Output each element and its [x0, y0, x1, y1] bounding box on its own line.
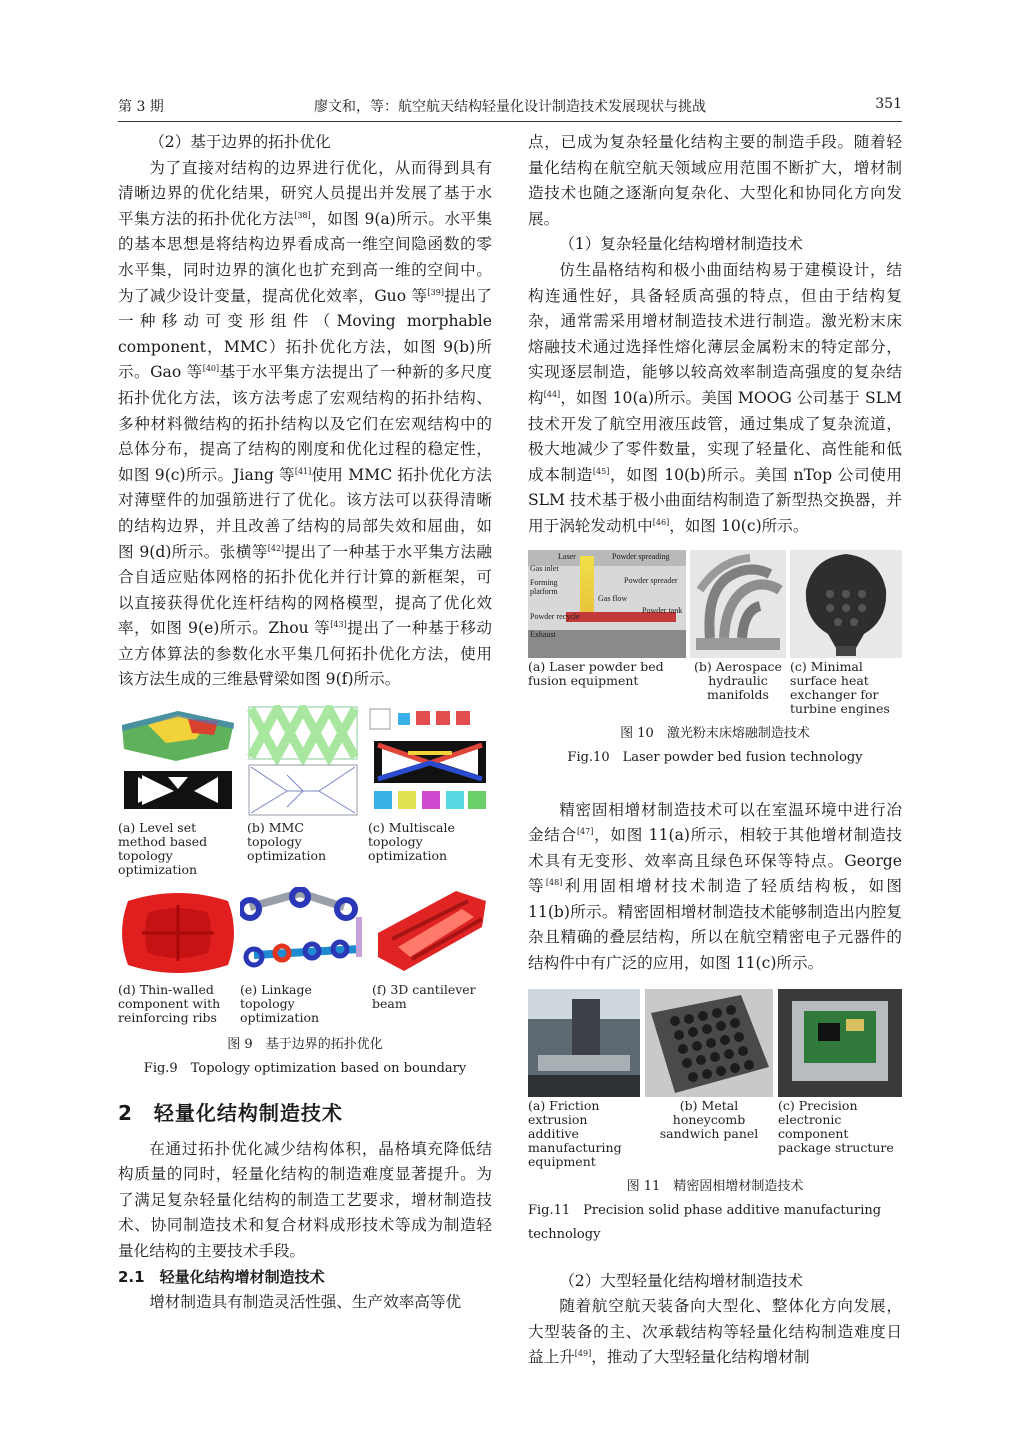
- fig9a-image: [118, 705, 238, 817]
- fig9a-label: (a) Level set method based topology optimization: [118, 820, 208, 878]
- section-heading-2: 2 轻量化结构制造技术: [118, 1101, 343, 1126]
- fig9c-label: (c) Multiscale topology optimization: [368, 820, 455, 864]
- fig9f-label: (f) 3D cantilever beam: [372, 982, 476, 1012]
- paragraph: 仿生晶格结构和极小曲面结构易于建模设计，结构连通性好，具备轻质高强的特点，但由于结构复杂，通常需采用增材制造技术进行制造。激光粉末床熔融技术通过选择性熔化薄层金属粉末的特定部分，实现逐层制造，能够以较高效率制造高强度的复杂结构[44]，如图 10(a)所示。美国 MOOG 公司基于 SLM 技术开发了航空用液压歧管，通过集成了复杂流道，极大地减少了零件数量，实现了轻量化、高性能和低成本制造[45]，如图 10(b)所示。美国 nTop 公司使用 SLM 技术基于极小曲面结构制造了新型热交换器，并用于涡轮发动机中[46]，如图 10(c)所示。: [528, 260, 902, 535]
- citation: [44]: [543, 389, 561, 399]
- fig11-caption-cn: 图 11 精密固相增材制造技术: [626, 1178, 804, 1194]
- fig9b-image: [247, 705, 359, 817]
- citation: [46]: [652, 517, 670, 527]
- section-heading-2-1: 2.1 轻量化结构增材制造技术: [118, 1267, 325, 1286]
- fig10b-image: [690, 550, 786, 658]
- citation: [45]: [592, 466, 610, 476]
- paragraph: 为了直接对结构的边界进行优化，从而得到具有清晰边界的优化结果，研究人员提出并发展了基于水平集方法的拓扑优化方法[38]，如图 9(a)所示。水平集的基本思想是将结构边界看成高一维空间隐函数的零水平集，同时边界的演化也扩充到高一维的空间中。为了减少设计变量，提高优化效率，Guo 等[39]提出了一种移动可变形组件（Moving morphable component，MMC）拓扑优化方法，如图 9(b)所示。Gao 等[40]基于水平集方法提出了一种新的多尺度拓扑优化方法，该方法考虑了宏观结构的拓扑结构、多种材料微结构的拓扑结构以及它们在宏观结构中的总体分布，提高了结构的刚度和优化过程的稳定性，如图 9(c)所示。Jiang 等[41]使用 MMC 拓扑优化方法对薄壁件的加强筋进行了优化。该方法可以获得清晰的结构边界，并且改善了结构的局部失效和屈曲，如图 9(d)所示。张横等[42]提出了一种基于水平集方法融合自适应贴体网格的拓扑优化并行计算的新框架，可以直接获得优化连杆结构的网格模型，提高了优化效率，如图 9(e)所示。Zhou 等[43]提出了一种基于移动立方体算法的参数化水平集几何拓扑优化方法，使用该方法生成的三维悬臂梁如图 9(f)所示。: [118, 158, 492, 689]
- fig10a-label: (a) Laser powder bed fusion equipment: [528, 658, 664, 688]
- subsection-heading: （2）基于边界的拓扑优化: [149, 133, 331, 151]
- figure-9: [118, 705, 492, 1081]
- header-rule: [118, 121, 902, 122]
- figure-11: [528, 989, 902, 1247]
- fig9c-image: [368, 705, 492, 817]
- figure-10: [528, 550, 902, 770]
- paragraph: 精密固相增材制造技术可以在室温环境中进行冶金结合[47]，如图 11(a)所示，相较于其他增材制造技术具有无变形、效率高且绿色环保等特点。George 等[48]利用固相增材技术制造了轻质结构板，如图 11(b)所示。精密固相增材制造技术能够制造出内腔复杂且精确的叠层结构，所以在航空精密电子元器件的结构件中有广泛的应用，如图 11(c)所示。: [528, 800, 902, 973]
- paragraph: 在通过拓扑优化减少结构体积，晶格填充降低结构质量的同时，轻量化结构的制造难度显著提升。为了满足复杂轻量化结构的制造工艺要求，增材制造技术、协同制造技术和复合材料成形技术等成为制造轻量化结构的主要技术手段。: [118, 1139, 492, 1261]
- issue-number: 第 3 期: [118, 99, 164, 115]
- citation: [38]: [294, 210, 311, 220]
- paragraph: 增材制造具有制造灵活性强、生产效率高等优: [149, 1293, 462, 1312]
- fig11c-image: [778, 989, 902, 1097]
- left-column: [118, 130, 492, 1316]
- fig9e-image: [240, 887, 370, 979]
- fig10-caption-cn: 图 10 激光粉末床熔融制造技术: [620, 725, 810, 741]
- paragraph: 点，已成为复杂轻量化结构主要的制造手段。随着轻量化结构在航空航天领域应用范围不断扩大，增材制造技术也随之逐渐向复杂化、大型化和协同化方向发展。: [528, 133, 902, 228]
- citation: [48]: [545, 878, 563, 888]
- citation: [39]: [427, 287, 444, 297]
- fig9d-label: (d) Thin-walled component with reinforcing ribs: [118, 982, 221, 1026]
- fig9d-image: [118, 887, 238, 979]
- fig9e-label: (e) Linkage topology optimization: [240, 982, 320, 1026]
- citation: [40]: [202, 364, 220, 374]
- running-header: [118, 96, 902, 120]
- fig11a-label: (a) Friction extrusion additive manufacturing equipment: [528, 1097, 622, 1169]
- citation: [42]: [267, 543, 285, 553]
- citation: [49]: [574, 1349, 592, 1359]
- fig10c-image: [790, 550, 902, 658]
- right-column: [528, 130, 902, 1371]
- fig9b-label: (b) MMC topology optimization: [247, 820, 327, 864]
- fig10b-label: (b) Aerospace hydraulic manifolds: [694, 658, 782, 702]
- running-title: 廖文和，等：航空航天结构轻量化设计制造技术发展现状与挑战: [314, 99, 706, 115]
- fig11-caption-en: Fig.11 Precision solid phase additive manufacturing technology: [528, 1202, 882, 1242]
- fig11b-label: (b) Metal honeycomb sandwich panel: [659, 1097, 759, 1141]
- subsection-heading: （1）复杂轻量化结构增材制造技术: [559, 235, 804, 254]
- fig11a-image: [528, 989, 640, 1097]
- fig10c-label: (c) Minimal surface heat exchanger for turbine engines: [790, 658, 890, 716]
- citation: [41]: [294, 466, 312, 476]
- citation: [43]: [330, 620, 347, 630]
- fig9f-image: [372, 887, 492, 979]
- fig9-caption-en: Fig.9 Topology optimization based on boundary: [143, 1061, 467, 1077]
- fig11c-label: (c) Precision electronic component package structure: [778, 1097, 894, 1155]
- citation: [47]: [576, 826, 594, 836]
- page-number: 351: [875, 96, 902, 112]
- fig10a-image: Laser Powder spreading Gas inlet Forming platform Powder spreader Gas flow Powder tank Powder recycle Exhaust: [528, 550, 686, 658]
- paragraph: 随着航空航天装备向大型化、整体化方向发展，大型装备的主、次承载结构等轻量化结构制造难度日益上升[49]，推动了大型轻量化结构增材制: [528, 1297, 902, 1367]
- fig10-caption-en: Fig.10 Laser powder bed fusion technology: [567, 749, 863, 765]
- fig9-caption-cn: 图 9 基于边界的拓扑优化: [227, 1037, 383, 1053]
- subsection-heading: （2）大型轻量化结构增材制造技术: [559, 1271, 804, 1290]
- fig11b-image: [645, 989, 773, 1097]
